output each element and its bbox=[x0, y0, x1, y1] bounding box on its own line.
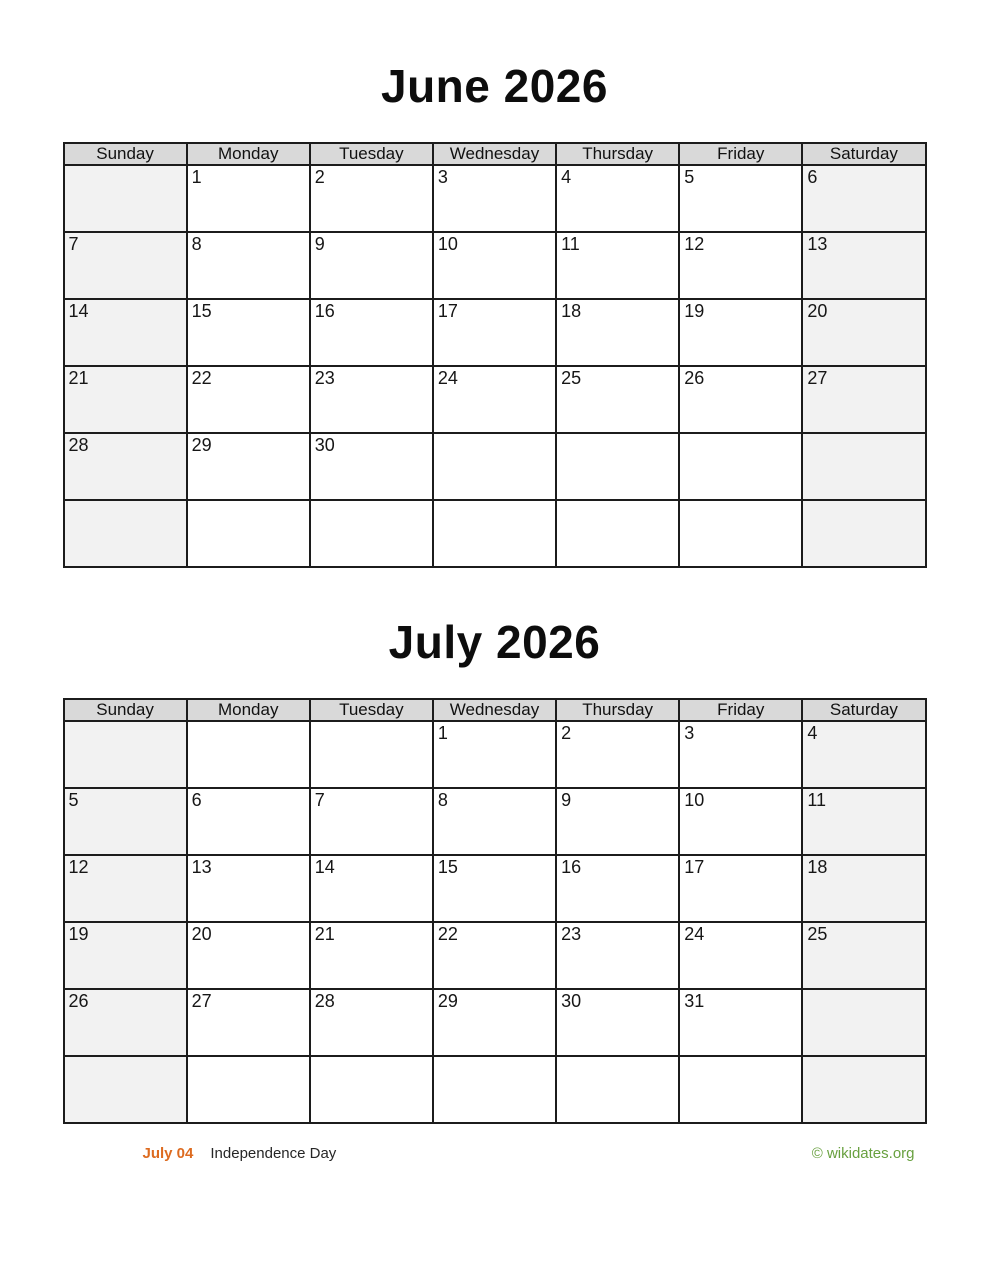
weekday-header: Friday bbox=[679, 143, 802, 165]
day-cell: 25 bbox=[802, 922, 925, 989]
empty-day-cell bbox=[556, 1056, 679, 1123]
empty-day-cell bbox=[679, 500, 802, 567]
day-cell: 15 bbox=[433, 855, 556, 922]
day-cell: 19 bbox=[64, 922, 187, 989]
weekday-header: Monday bbox=[187, 143, 310, 165]
empty-day-cell bbox=[310, 500, 433, 567]
empty-day-cell bbox=[64, 721, 187, 788]
empty-day-cell bbox=[187, 721, 310, 788]
holiday-note bbox=[143, 1145, 337, 1162]
day-cell: 17 bbox=[433, 299, 556, 366]
week-row bbox=[64, 165, 926, 232]
day-cell: 24 bbox=[433, 366, 556, 433]
empty-day-cell bbox=[64, 165, 187, 232]
day-cell: 30 bbox=[556, 989, 679, 1056]
weekday-header: Saturday bbox=[802, 699, 925, 721]
day-cell: 5 bbox=[64, 788, 187, 855]
empty-day-cell bbox=[310, 721, 433, 788]
day-cell: 15 bbox=[187, 299, 310, 366]
day-cell: 7 bbox=[310, 788, 433, 855]
day-cell: 24 bbox=[679, 922, 802, 989]
day-cell: 10 bbox=[433, 232, 556, 299]
empty-day-cell bbox=[802, 1056, 925, 1123]
day-cell: 11 bbox=[556, 232, 679, 299]
day-cell: 27 bbox=[187, 989, 310, 1056]
calendar-table-june bbox=[63, 142, 927, 568]
week-row bbox=[64, 366, 926, 433]
day-cell: 16 bbox=[310, 299, 433, 366]
empty-day-cell bbox=[64, 500, 187, 567]
empty-day-cell bbox=[433, 433, 556, 500]
week-row bbox=[64, 721, 926, 788]
day-cell: 26 bbox=[679, 366, 802, 433]
week-row bbox=[64, 788, 926, 855]
weekday-header-row bbox=[64, 143, 926, 165]
day-cell: 20 bbox=[802, 299, 925, 366]
empty-day-cell bbox=[64, 1056, 187, 1123]
day-cell: 3 bbox=[679, 721, 802, 788]
weekday-header: Friday bbox=[679, 699, 802, 721]
day-cell: 27 bbox=[802, 366, 925, 433]
day-cell: 18 bbox=[802, 855, 925, 922]
day-cell: 3 bbox=[433, 165, 556, 232]
day-cell: 21 bbox=[64, 366, 187, 433]
empty-day-cell bbox=[433, 1056, 556, 1123]
day-cell: 2 bbox=[310, 165, 433, 232]
day-cell: 13 bbox=[187, 855, 310, 922]
day-cell: 14 bbox=[310, 855, 433, 922]
weekday-header: Wednesday bbox=[433, 699, 556, 721]
day-cell: 14 bbox=[64, 299, 187, 366]
day-cell: 23 bbox=[310, 366, 433, 433]
day-cell: 6 bbox=[802, 165, 925, 232]
weekday-header: Tuesday bbox=[310, 143, 433, 165]
weekday-header: Sunday bbox=[64, 699, 187, 721]
day-cell: 28 bbox=[310, 989, 433, 1056]
weekday-header: Thursday bbox=[556, 143, 679, 165]
month-title-june: June 2026 bbox=[381, 60, 608, 112]
day-cell: 8 bbox=[433, 788, 556, 855]
day-cell: 17 bbox=[679, 855, 802, 922]
month-title-july: July 2026 bbox=[388, 616, 601, 668]
day-cell: 29 bbox=[433, 989, 556, 1056]
day-cell: 31 bbox=[679, 989, 802, 1056]
day-cell: 5 bbox=[679, 165, 802, 232]
holiday-date: July 04 bbox=[142, 1145, 194, 1162]
weekday-header: Monday bbox=[187, 699, 310, 721]
day-cell: 12 bbox=[64, 855, 187, 922]
day-cell: 16 bbox=[556, 855, 679, 922]
day-cell: 8 bbox=[187, 232, 310, 299]
day-cell: 18 bbox=[556, 299, 679, 366]
day-cell: 4 bbox=[802, 721, 925, 788]
week-row bbox=[64, 500, 926, 567]
week-row bbox=[64, 299, 926, 366]
calendar-table-july bbox=[63, 698, 927, 1124]
day-cell: 1 bbox=[187, 165, 310, 232]
day-cell: 9 bbox=[310, 232, 433, 299]
weekday-header: Tuesday bbox=[310, 699, 433, 721]
week-row bbox=[64, 433, 926, 500]
week-row bbox=[64, 1056, 926, 1123]
empty-day-cell bbox=[433, 500, 556, 567]
day-cell: 9 bbox=[556, 788, 679, 855]
empty-day-cell bbox=[556, 433, 679, 500]
day-cell: 28 bbox=[64, 433, 187, 500]
weekday-header: Wednesday bbox=[433, 143, 556, 165]
empty-day-cell bbox=[679, 1056, 802, 1123]
holiday-name: Independence Day bbox=[210, 1145, 337, 1162]
week-row bbox=[64, 232, 926, 299]
day-cell: 22 bbox=[187, 366, 310, 433]
week-row bbox=[64, 855, 926, 922]
weekday-header: Thursday bbox=[556, 699, 679, 721]
empty-day-cell bbox=[679, 433, 802, 500]
day-cell: 6 bbox=[187, 788, 310, 855]
day-cell: 30 bbox=[310, 433, 433, 500]
day-cell: 23 bbox=[556, 922, 679, 989]
day-cell: 29 bbox=[187, 433, 310, 500]
weekday-header-row bbox=[64, 699, 926, 721]
empty-day-cell bbox=[802, 989, 925, 1056]
empty-day-cell bbox=[556, 500, 679, 567]
empty-day-cell bbox=[187, 500, 310, 567]
weekday-header: Saturday bbox=[802, 143, 925, 165]
day-cell: 10 bbox=[679, 788, 802, 855]
footer bbox=[63, 1145, 927, 1162]
copyright-text: © wikidates.org bbox=[811, 1145, 915, 1162]
day-cell: 13 bbox=[802, 232, 925, 299]
day-cell: 26 bbox=[64, 989, 187, 1056]
week-row bbox=[64, 922, 926, 989]
day-cell: 20 bbox=[187, 922, 310, 989]
day-cell: 4 bbox=[556, 165, 679, 232]
empty-day-cell bbox=[802, 433, 925, 500]
day-cell: 1 bbox=[433, 721, 556, 788]
weekday-header: Sunday bbox=[64, 143, 187, 165]
day-cell: 11 bbox=[802, 788, 925, 855]
day-cell: 25 bbox=[556, 366, 679, 433]
day-cell: 2 bbox=[556, 721, 679, 788]
day-cell: 21 bbox=[310, 922, 433, 989]
day-cell: 7 bbox=[64, 232, 187, 299]
empty-day-cell bbox=[187, 1056, 310, 1123]
day-cell: 22 bbox=[433, 922, 556, 989]
day-cell: 19 bbox=[679, 299, 802, 366]
empty-day-cell bbox=[310, 1056, 433, 1123]
week-row bbox=[64, 989, 926, 1056]
empty-day-cell bbox=[802, 500, 925, 567]
day-cell: 12 bbox=[679, 232, 802, 299]
